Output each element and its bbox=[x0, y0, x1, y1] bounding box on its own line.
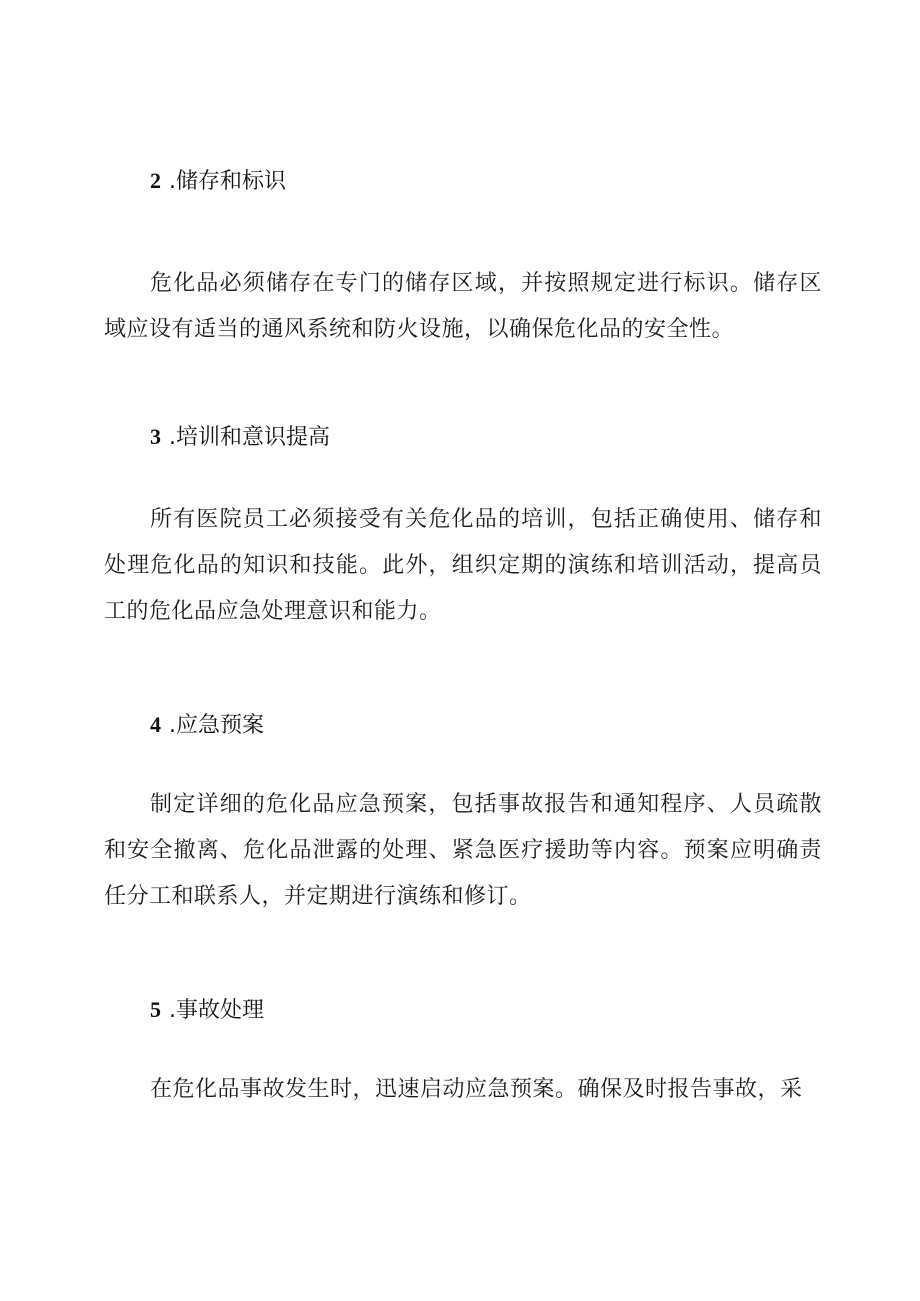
section-2-body: 危化品必须储存在专门的储存区域，并按照规定进行标识。储存区域应设有适当的通风系统和防火设施，以确保危化品的安全性。 bbox=[104, 271, 822, 342]
section-4-title: .应急预案 bbox=[169, 713, 264, 738]
section-5-body: 在危化品事故发生时，迅速启动应急预案。确保及时报告事故，采 bbox=[150, 1077, 803, 1102]
section-4-heading bbox=[150, 710, 264, 741]
section-2-title: .储存和标识 bbox=[169, 169, 286, 194]
section-2-number: 2 bbox=[150, 168, 161, 193]
section-5-number: 5 bbox=[150, 997, 161, 1022]
section-2-heading bbox=[150, 166, 286, 197]
section-3-body: 所有医院员工必须接受有关危化品的培训，包括正确使用、储存和处理危化品的知识和技能。此外，组织定期的演练和培训活动，提高员工的危化品应急处理意识和能力。 bbox=[104, 507, 822, 624]
section-5-title: .事故处理 bbox=[169, 998, 264, 1023]
section-3-number: 3 bbox=[150, 424, 161, 449]
section-3-title: .培训和意识提高 bbox=[169, 425, 330, 450]
section-4-number: 4 bbox=[150, 712, 161, 737]
section-5-heading bbox=[150, 995, 264, 1026]
section-4-body: 制定详细的危化品应急预案，包括事故报告和通知程序、人员疏散和安全撤离、危化品泄露的处理、紧急医疗援助等内容。预案应明确责任分工和联系人，并定期进行演练和修订。 bbox=[104, 792, 822, 909]
section-3-heading bbox=[150, 422, 330, 453]
